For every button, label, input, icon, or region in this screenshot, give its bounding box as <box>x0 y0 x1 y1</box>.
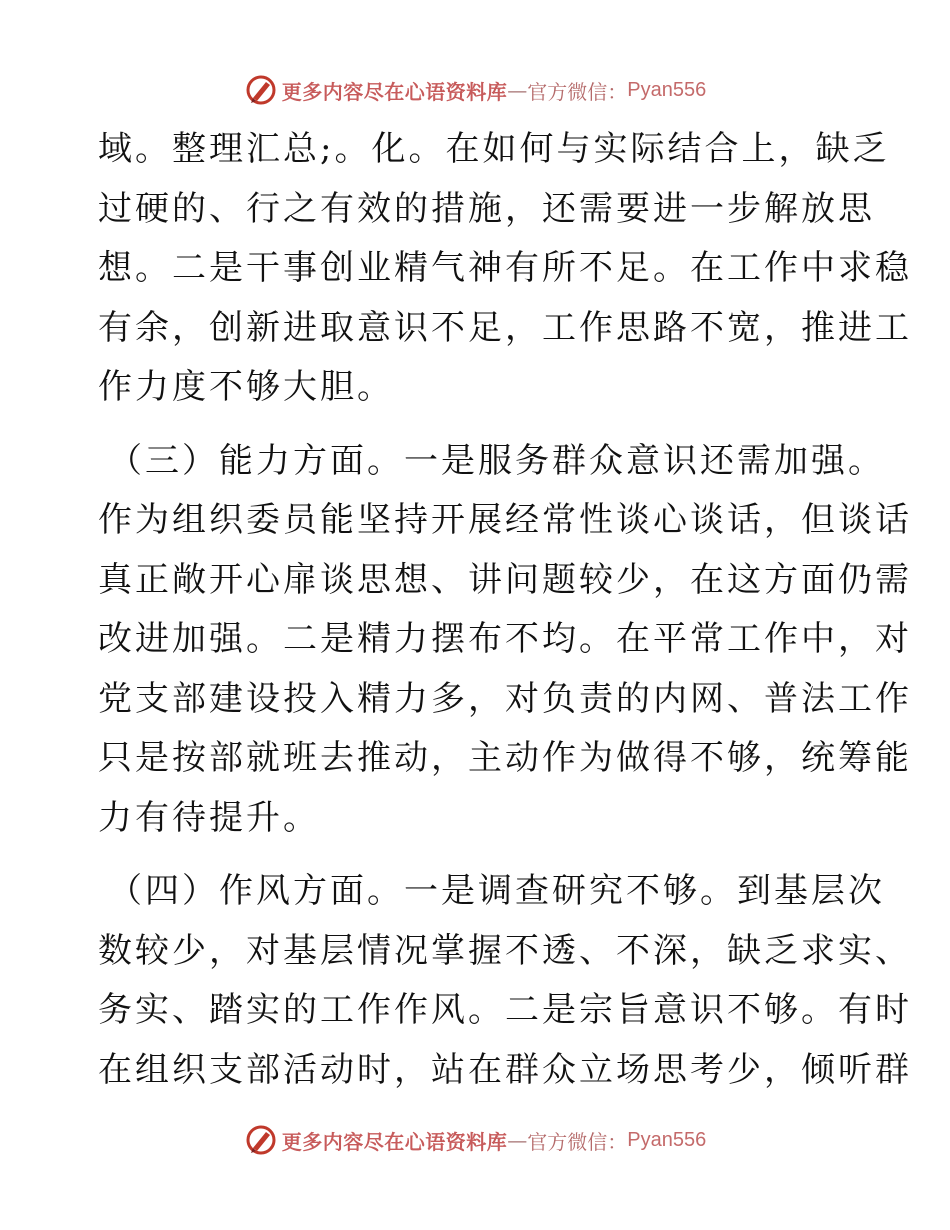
paragraph-1 <box>98 120 912 418</box>
text-line: 有余，创新进取意识不足，工作思路不宽，推进工 <box>98 307 912 348</box>
banner-dash: — <box>507 78 528 102</box>
wechat-label: 官方微信： <box>527 1129 628 1154</box>
wechat-id: Pyan556 <box>627 1128 707 1151</box>
wechat-label: 官方微信： <box>527 79 628 104</box>
site-name: 更多内容尽在心语资料库 <box>281 1129 508 1154</box>
site-name: 更多内容尽在心语资料库 <box>281 79 508 104</box>
text-line: 域。整理汇总;。化。在如何与实际结合上，缺乏 <box>98 129 890 169</box>
text-line: 作为组织委员能坚持开展经常性谈心谈话，但谈话 <box>98 500 912 540</box>
paragraph-style <box>98 862 912 1100</box>
wechat-id: Pyan556 <box>627 78 707 101</box>
text-line: 改进加强。二是精力摆布不均。在平常工作中，对 <box>98 619 912 659</box>
text-line: 党支部建设投入精力多，对负责的内网、普法工作 <box>98 678 912 719</box>
pen-logo-icon <box>244 73 278 107</box>
text-line: 数较少，对基层情况掌握不透、不深，缺乏求实、 <box>98 930 912 971</box>
text-line: 只是按部就班去推动，主动作为做得不够，统筹能 <box>98 738 912 778</box>
header-banner <box>0 70 950 110</box>
pen-logo-icon <box>244 1123 278 1157</box>
text-line: 想。二是干事创业精气神有所不足。在工作中求稳 <box>98 248 912 288</box>
text-line: （三）能力方面。一是服务群众意识还需加强。 <box>108 440 885 481</box>
text-line: 力有待提升。 <box>98 797 320 838</box>
banner-dash: — <box>507 1128 528 1152</box>
text-line: 真正敞开心扉谈思想、讲问题较少，在这方面仍需 <box>98 559 912 600</box>
text-line: 务实、踏实的工作作风。二是宗旨意识不够。有时 <box>98 990 912 1030</box>
text-line: 过硬的、行之有效的措施，还需要进一步解放思 <box>98 188 875 229</box>
text-line: 作力度不够大胆。 <box>98 367 394 407</box>
document-body <box>98 120 912 1100</box>
footer-banner <box>0 1120 950 1160</box>
text-line: （四）作风方面。一是调查研究不够。到基层次 <box>108 871 885 911</box>
paragraph-ability <box>98 432 912 849</box>
text-line: 在组织支部活动时，站在群众立场思考少，倾听群 <box>98 1049 912 1090</box>
